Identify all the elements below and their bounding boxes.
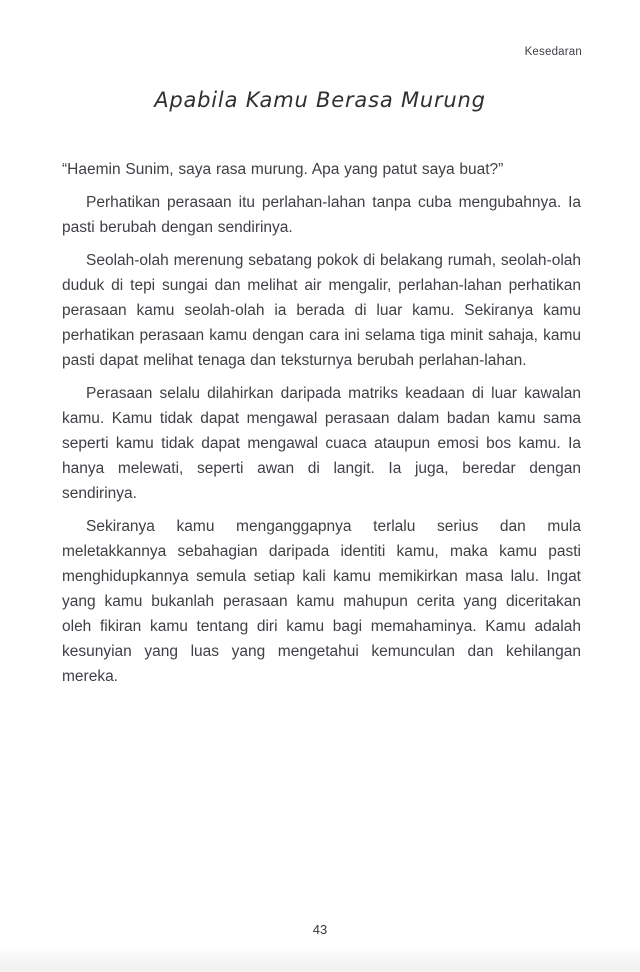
- body-paragraph: Perasaan selalu dilahirkan daripada matriks keadaan di luar kawalan kamu. Kamu tidak dapat mengawal perasaan dalam badan kamu sama seperti kamu tidak dapat mengawal cuaca ataupun emosi bos kamu. Ia hanya melewati, seperti awan di langit. Ia juga, beredar dengan sendirinya.: [62, 385, 581, 502]
- page-body: [62, 157, 581, 689]
- body-paragraph: Seolah-olah merenung sebatang pokok di belakang rumah, seolah-olah duduk di tepi sungai dan melihat air mengalir, perlahan-lahan perhatikan perasaan kamu seolah-olah ia berada di luar kamu. Sekiranya kamu perhatikan perasaan kamu dengan cara ini selama tiga minit sahaja, kamu pasti dapat melihat tenaga dan teksturnya berubah perlahan-lahan.: [62, 252, 581, 369]
- page-bottom-shade: [0, 946, 640, 972]
- dialogue-paragraph: “Haemin Sunim, saya rasa murung. Apa yang patut saya buat?”: [62, 161, 504, 178]
- chapter-title: Apabila Kamu Berasa Murung: [154, 88, 486, 112]
- running-head: Kesedaran: [524, 46, 582, 58]
- page-number: 43: [312, 922, 328, 937]
- body-paragraph: Sekiranya kamu menganggapnya terlalu serius dan mula meletakkannya sebahagian daripada identiti kamu, maka kamu pasti menghidupkannya semula setiap kali kamu memikirkan masa lalu. Ingat yang kamu bukanlah perasaan kamu mahupun cerita yang diceritakan oleh fikiran kamu tentang diri kamu bagi memahaminya. Kamu adalah kesunyian yang luas yang mengetahui kemunculan dan kehilangan mereka.: [62, 518, 581, 685]
- body-paragraph: Perhatikan perasaan itu perlahan-lahan tanpa cuba mengubahnya. Ia pasti berubah dengan sendirinya.: [62, 194, 581, 236]
